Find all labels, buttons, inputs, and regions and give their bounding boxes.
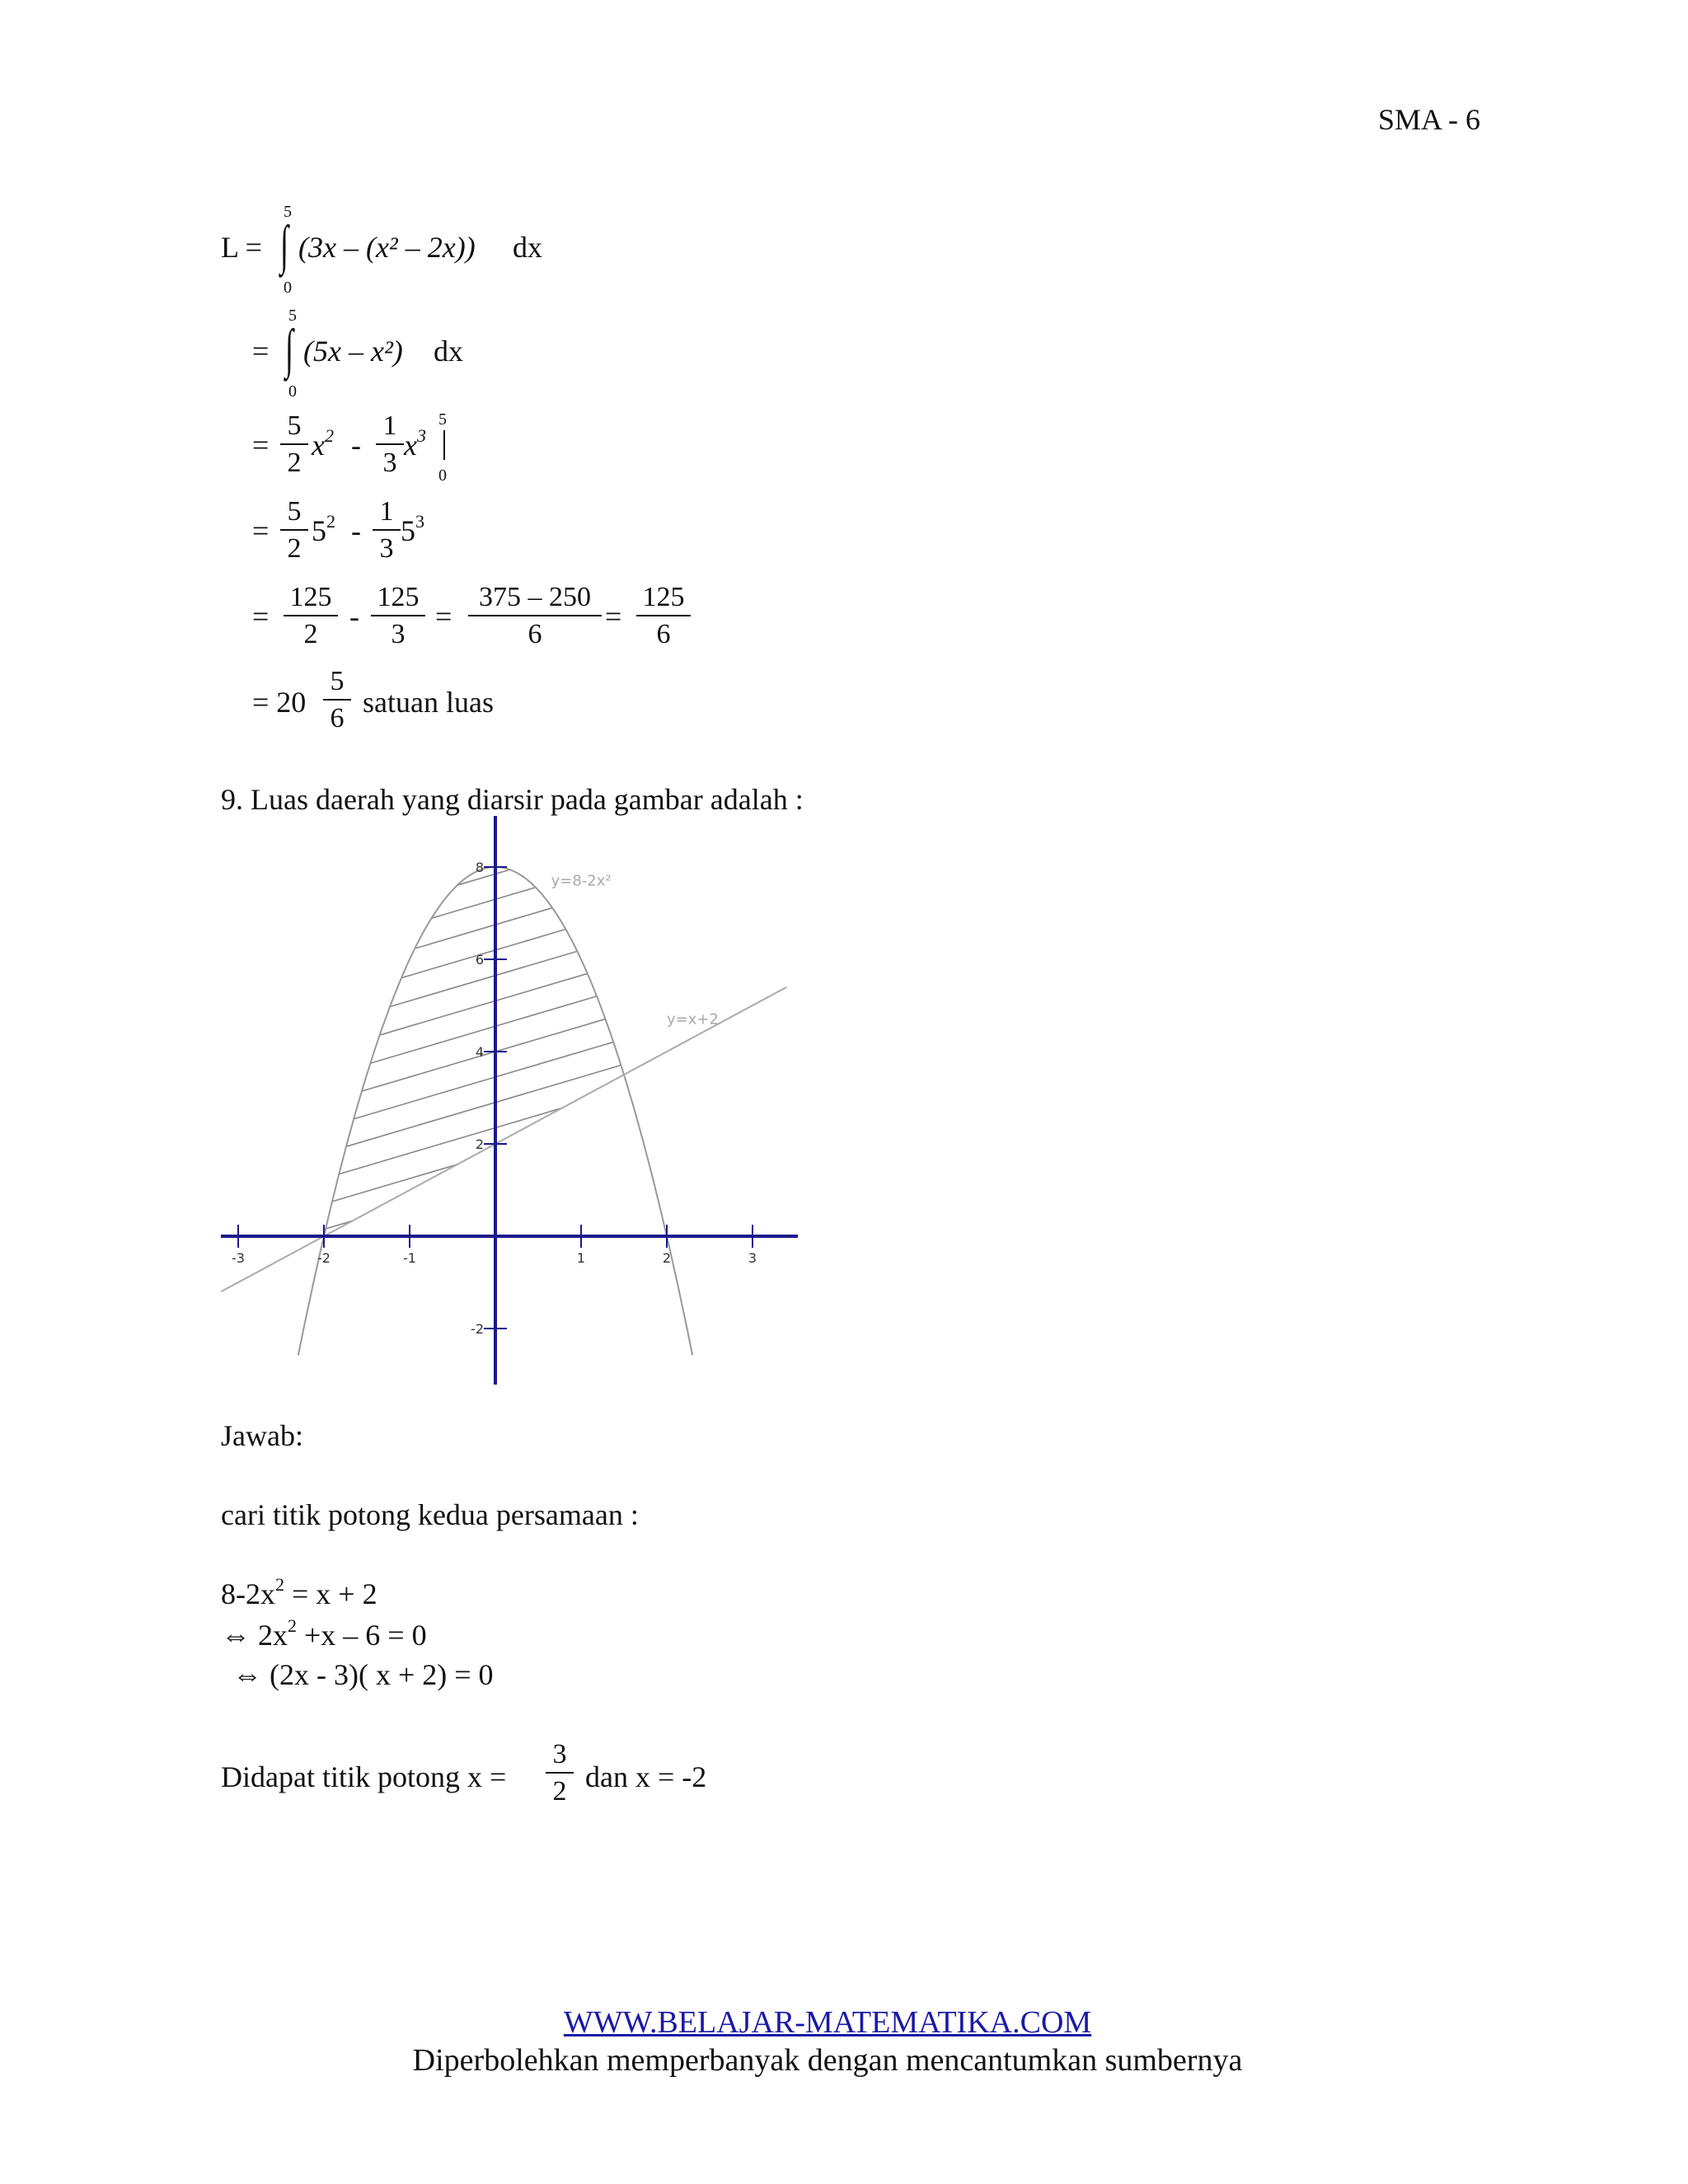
- denominator: 6: [330, 703, 345, 733]
- fraction: [373, 498, 401, 563]
- minus-sign: -: [349, 600, 359, 633]
- page-header-code: SMA - 6: [1377, 103, 1480, 136]
- fraction: [280, 412, 308, 477]
- fraction-bar: [284, 615, 338, 616]
- evaluation-upper-limit: 5: [438, 410, 447, 429]
- numerator: 5: [287, 410, 302, 441]
- expr-part: 2x: [251, 1619, 288, 1652]
- fraction: [323, 668, 351, 733]
- hatch-line: [340, 1108, 561, 1174]
- expr-part: (2x - 3)( x + 2) = 0: [262, 1658, 494, 1691]
- equals-sign: =: [252, 514, 270, 547]
- equals-sign: =: [252, 600, 270, 633]
- y-tick-label: 4: [475, 1044, 484, 1060]
- fraction-bar: [371, 615, 425, 616]
- fraction: [376, 412, 404, 477]
- integral-upper-limit: 5: [284, 203, 292, 221]
- result-prefix: Didapat titik potong x =: [221, 1760, 507, 1793]
- fraction-bar: [546, 1772, 574, 1774]
- hatch-line: [346, 1066, 621, 1147]
- x-tick-label: -3: [232, 1250, 245, 1266]
- numerator: 125: [642, 582, 685, 612]
- fraction-bar: [280, 529, 308, 531]
- fraction-bar: [468, 615, 602, 616]
- exponent: 2: [324, 425, 334, 446]
- y-tick-label: -2: [471, 1321, 484, 1337]
- equals-sign: =: [605, 600, 622, 633]
- denominator: 3: [379, 533, 394, 564]
- equivalence-symbol: ⇔: [221, 1619, 251, 1652]
- numerator: 3: [552, 1739, 567, 1769]
- variable: [404, 425, 426, 462]
- integrand: (5x – x²): [303, 335, 403, 368]
- denominator: 3: [382, 448, 397, 478]
- integral-sign: ∫: [280, 215, 288, 275]
- area-label: L =: [221, 231, 262, 264]
- equals-sign: =: [252, 429, 270, 462]
- evaluation-bar: [443, 430, 445, 460]
- denominator: 3: [391, 619, 406, 649]
- equals-sign: =: [252, 335, 270, 368]
- equals-sign: =: [435, 600, 452, 633]
- fraction: [546, 1741, 574, 1806]
- footer-note: Diperbolehkan memperbanyak dengan mencantumkan sumbernya: [412, 2043, 1243, 2078]
- footer-website-link[interactable]: WWW.BELAJAR-MATEMATIKA.COM: [563, 2005, 1092, 2040]
- fraction-bar: [323, 699, 351, 701]
- denominator: 2: [303, 619, 318, 649]
- fraction: [371, 583, 425, 649]
- answer-label: Jawab:: [221, 1419, 303, 1452]
- integral-lower-limit: 0: [288, 382, 297, 401]
- fraction-bar: [280, 443, 308, 445]
- equivalence-symbol: ⇔: [232, 1658, 262, 1691]
- x-tick-label: 2: [662, 1250, 672, 1266]
- hatch-line: [415, 908, 551, 949]
- base: 5: [401, 514, 415, 547]
- hatch-line: [381, 973, 588, 1034]
- integral-sign: ∫: [285, 319, 293, 379]
- expr-part: = x + 2: [284, 1577, 377, 1610]
- integrand: (3x – (x² – 2x)): [298, 231, 476, 264]
- equation-line-1: [221, 1574, 377, 1610]
- result-suffix: dan x = -2: [585, 1760, 707, 1793]
- numerator: 375 – 250: [479, 582, 591, 612]
- minus-sign: -: [351, 429, 361, 462]
- problem-9-statement: 9. Luas daerah yang diarsir pada gambar adalah :: [221, 783, 804, 816]
- expr-part: +x – 6 = 0: [297, 1619, 427, 1652]
- fraction: [636, 583, 691, 649]
- integral-lower-limit: 0: [284, 279, 292, 297]
- integral-upper-limit: 5: [288, 307, 297, 325]
- exponent: 2: [288, 1615, 297, 1636]
- numerator: 125: [377, 582, 420, 612]
- y-tick-label: 8: [475, 860, 484, 875]
- expr-part: 8-2x: [221, 1577, 275, 1610]
- denominator: 6: [656, 619, 671, 649]
- variable: [312, 425, 334, 462]
- denominator: 2: [287, 448, 302, 478]
- power-term: [312, 511, 335, 547]
- base: 5: [312, 514, 326, 547]
- exponent: 2: [326, 511, 335, 532]
- denominator: 2: [287, 533, 302, 564]
- dx-label: dx: [513, 231, 542, 264]
- y-tick-label: 6: [475, 952, 484, 968]
- result-value: = 20: [252, 686, 307, 719]
- equation-line-2: [221, 1615, 427, 1652]
- fraction: [280, 498, 308, 563]
- fraction-bar: [376, 443, 404, 445]
- answer-intro: cari titik potong kedua persamaan :: [221, 1498, 639, 1531]
- numerator: 5: [287, 496, 302, 527]
- base: x: [312, 429, 325, 462]
- fraction: [468, 583, 602, 649]
- fraction: [284, 583, 338, 649]
- exponent: 3: [416, 425, 426, 446]
- x-tick-label: 1: [576, 1250, 586, 1266]
- x-tick-label: -1: [403, 1250, 416, 1266]
- numerator: 125: [289, 582, 332, 612]
- numerator: 1: [382, 410, 397, 441]
- series-line: [221, 987, 786, 1292]
- numerator: 5: [330, 666, 345, 696]
- exponent: 3: [415, 511, 424, 532]
- exponent: 2: [275, 1574, 284, 1595]
- series-label: y=8-2x²: [551, 872, 612, 890]
- dx-label: dx: [434, 335, 463, 368]
- numerator: 1: [379, 496, 394, 527]
- hatch-line: [432, 888, 535, 918]
- x-tick-label: -2: [317, 1250, 331, 1266]
- minus-sign: -: [351, 514, 361, 547]
- evaluation-lower-limit: 0: [438, 466, 447, 485]
- y-tick-label: 2: [475, 1137, 484, 1152]
- denominator: 6: [528, 619, 542, 649]
- series-label: y=x+2: [667, 1010, 719, 1029]
- power-term: [401, 511, 424, 547]
- area-graph: [221, 816, 798, 1385]
- unit-label: satuan luas: [363, 686, 494, 719]
- equation-line-3: [232, 1660, 494, 1690]
- fraction-bar: [373, 529, 401, 531]
- denominator: 2: [552, 1776, 567, 1807]
- fraction-bar: [636, 615, 691, 616]
- x-tick-label: 3: [748, 1250, 757, 1266]
- base: x: [404, 429, 417, 462]
